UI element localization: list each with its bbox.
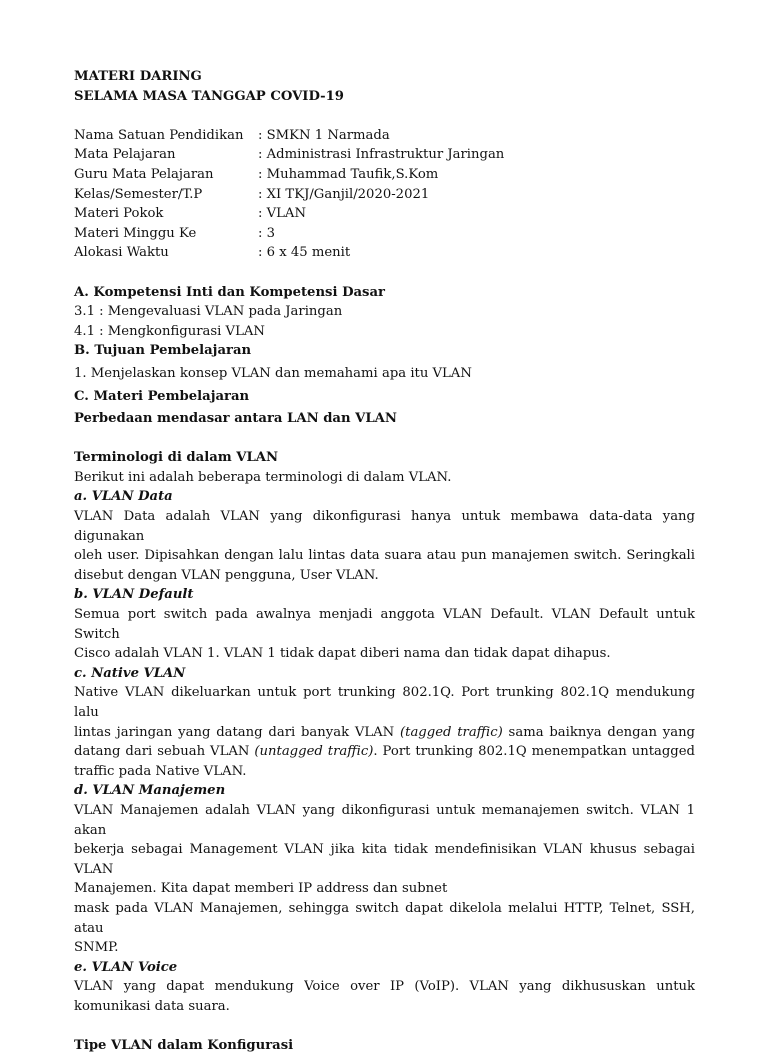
- paragraph-line: SNMP.: [74, 940, 119, 956]
- info-value: : Muhammad Taufik,S.Kom: [258, 166, 439, 182]
- section-a-heading: A. Kompetensi Inti dan Kompetensi Dasar: [74, 284, 385, 300]
- paragraph-line: komunikasi data suara.: [74, 998, 230, 1014]
- text-run: lintas jaringan yang datang dari banyak VLAN: [74, 724, 400, 740]
- paragraph-line: bekerja sebagai Management VLAN jika kita tidak mendefinisikan VLAN khusus sebagai VLAN: [74, 842, 695, 877]
- section-c-heading: C. Materi Pembelajaran: [74, 388, 250, 404]
- info-value: : 6 x 45 menit: [258, 245, 351, 261]
- info-row: [74, 145, 695, 165]
- subheading-native-vlan: c. Native VLAN: [74, 665, 186, 681]
- emphasis-text: (tagged traffic): [400, 724, 503, 740]
- paragraph-line: VLAN Data adalah VLAN yang dikonfigurasi hanya untuk membawa data-data yang digunakan: [74, 509, 695, 544]
- text-run: . Port trunking 802.1Q menempatkan untagged: [373, 744, 695, 760]
- subheading-vlan-default: b. VLAN Default: [74, 587, 194, 603]
- paragraph-line: Manajemen. Kita dapat memberi IP address dan subnet: [74, 881, 448, 897]
- info-label: Nama Satuan Pendidikan: [74, 127, 244, 143]
- text-run: sama baiknya dengan yang: [502, 724, 695, 740]
- terminology-intro: Berikut ini adalah beberapa terminologi di dalam VLAN.: [74, 469, 452, 485]
- info-row: [74, 165, 695, 185]
- info-row: [74, 224, 695, 244]
- section-b-heading: B. Tujuan Pembelajaran: [74, 343, 252, 359]
- paragraph-line: oleh user. Dipisahkan dengan lalu lintas data suara atau pun manajemen switch. Seringkali: [74, 548, 695, 564]
- info-label: Alokasi Waktu: [74, 245, 169, 261]
- info-label: Materi Minggu Ke: [74, 225, 197, 241]
- paragraph-line: traffic pada Native VLAN.: [74, 763, 247, 779]
- competency-item: 4.1 : Mengkonfigurasi VLAN: [74, 323, 265, 339]
- info-value: : VLAN: [258, 206, 306, 222]
- objective-item: 1. Menjelaskan konsep VLAN dan memahami apa itu VLAN: [74, 365, 472, 381]
- info-label: Mata Pelajaran: [74, 147, 176, 163]
- info-value: : 3: [258, 225, 276, 241]
- subheading-vlan-manajemen: d. VLAN Manajemen: [74, 783, 226, 799]
- info-value: : SMKN 1 Narmada: [258, 127, 390, 143]
- section-c-subtitle: Perbedaan mendasar antara LAN dan VLAN: [74, 411, 397, 427]
- paragraph-line: VLAN Manajemen adalah VLAN yang dikonfigurasi untuk memanajemen switch. VLAN 1 akan: [74, 802, 695, 838]
- info-label: Kelas/Semester/T.P: [74, 186, 203, 202]
- document-title-line1: MATERI DARING: [74, 69, 202, 84]
- paragraph-line: Native VLAN dikeluarkan untuk port trunking 802.1Q. Port trunking 802.1Q mendukung lalu: [74, 685, 695, 720]
- tipe-vlan-heading: Tipe VLAN dalam Konfigurasi: [74, 1038, 294, 1054]
- subheading-vlan-voice: e. VLAN Voice: [74, 959, 178, 975]
- subheading-vlan-data: a. VLAN Data: [74, 489, 173, 505]
- paragraph-line: mask pada VLAN Manajemen, sehingga switch dapat dikelola melalui HTTP, Telnet, SSH, atau: [74, 900, 695, 936]
- info-label: Guru Mata Pelajaran: [74, 166, 214, 182]
- competency-item: 3.1 : Mengevaluasi VLAN pada Jaringan: [74, 304, 343, 320]
- info-label: Materi Pokok: [74, 206, 164, 222]
- paragraph-line: VLAN yang dapat mendukung Voice over IP (VoIP). VLAN yang dikhususkan untuk: [74, 979, 695, 995]
- info-row: [74, 185, 695, 205]
- info-table: [74, 126, 695, 263]
- paragraph-line: disebut dengan VLAN pengguna, User VLAN.: [74, 567, 379, 583]
- text-run: datang dari sebuah VLAN: [74, 744, 255, 760]
- info-row: [74, 204, 695, 224]
- document-title-line2: SELAMA MASA TANGGAP COVID-19: [74, 88, 344, 104]
- paragraph-line: [74, 742, 695, 762]
- info-value: : XI TKJ/Ganjil/2020-2021: [258, 186, 430, 202]
- document-page: [74, 67, 695, 1056]
- info-row: [74, 243, 695, 263]
- terminology-heading: Terminologi di dalam VLAN: [74, 450, 279, 466]
- emphasis-text: (untagged traffic): [254, 744, 374, 760]
- info-row: [74, 126, 695, 146]
- paragraph-line: Semua port switch pada awalnya menjadi anggota VLAN Default. VLAN Default untuk Switch: [74, 607, 695, 642]
- paragraph-line: [74, 723, 695, 743]
- paragraph-line: Cisco adalah VLAN 1. VLAN 1 tidak dapat diberi nama dan tidak dapat dihapus.: [74, 646, 611, 662]
- info-value: : Administrasi Infrastruktur Jaringan: [258, 147, 505, 163]
